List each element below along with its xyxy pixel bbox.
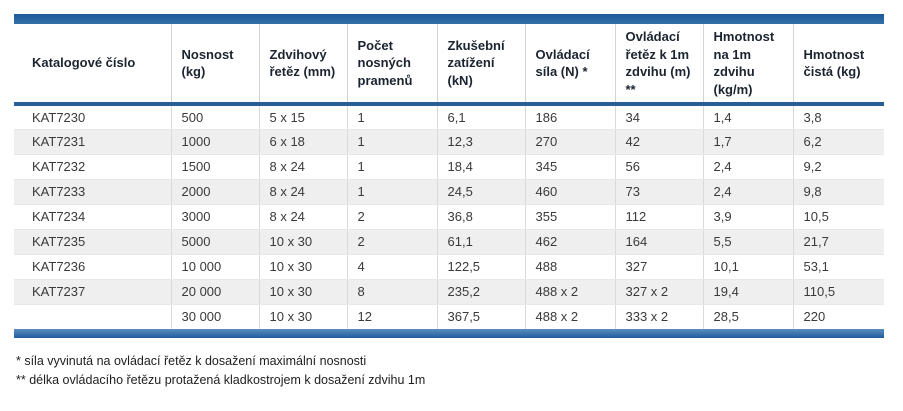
- footnote-2: ** délka ovládacího řetězu protažená kladkostrojem k dosažení zdvihu 1m: [16, 373, 426, 387]
- table-cell: 10 x 30: [259, 279, 347, 304]
- header-cell: Ovládací řetěz k 1m zdvihu (m) **: [615, 24, 703, 104]
- table-cell: 5000: [171, 229, 259, 254]
- table-cell: 488: [525, 254, 615, 279]
- table-cell: 8: [347, 279, 437, 304]
- header-row: [14, 24, 884, 104]
- table-row: [14, 179, 884, 204]
- table-cell: 2000: [171, 179, 259, 204]
- table-cell: 367,5: [437, 304, 525, 329]
- table-body: [14, 104, 884, 329]
- table-cell: KAT7230: [14, 104, 171, 129]
- table-cell: 5,5: [703, 229, 793, 254]
- table-cell: 122,5: [437, 254, 525, 279]
- spec-table: [14, 24, 884, 329]
- table-cell: 42: [615, 129, 703, 154]
- table-cell: 6,1: [437, 104, 525, 129]
- table-cell: 1: [347, 154, 437, 179]
- table-cell: 327: [615, 254, 703, 279]
- table-cell: 10,5: [793, 204, 884, 229]
- table-cell: 2: [347, 204, 437, 229]
- table-cell: 5 x 15: [259, 104, 347, 129]
- table-row: [14, 229, 884, 254]
- table-cell: KAT7232: [14, 154, 171, 179]
- table-cell: KAT7234: [14, 204, 171, 229]
- table-row: [14, 154, 884, 179]
- table-cell: 18,4: [437, 154, 525, 179]
- table-cell: KAT7233: [14, 179, 171, 204]
- table-cell: 270: [525, 129, 615, 154]
- table-cell: 21,7: [793, 229, 884, 254]
- table-cell: 460: [525, 179, 615, 204]
- header-cell: Hmotnost na 1m zdvihu (kg/m): [703, 24, 793, 104]
- table-cell: 3000: [171, 204, 259, 229]
- table-cell: 34: [615, 104, 703, 129]
- table-cell: 1: [347, 129, 437, 154]
- table-top-bar: [14, 14, 884, 24]
- table-row: [14, 304, 884, 329]
- table-cell: 30 000: [171, 304, 259, 329]
- table-cell: 8 x 24: [259, 154, 347, 179]
- table-cell: 488 x 2: [525, 279, 615, 304]
- table-cell: 53,1: [793, 254, 884, 279]
- table-cell: 8 x 24: [259, 204, 347, 229]
- table-cell: 10 000: [171, 254, 259, 279]
- table-cell: 333 x 2: [615, 304, 703, 329]
- table-row: [14, 104, 884, 129]
- table-cell: 12,3: [437, 129, 525, 154]
- table-cell: [14, 304, 171, 329]
- table-cell: 19,4: [703, 279, 793, 304]
- table-cell: 10 x 30: [259, 304, 347, 329]
- table-row: [14, 204, 884, 229]
- table-cell: 3,8: [793, 104, 884, 129]
- table-cell: 3,9: [703, 204, 793, 229]
- table-cell: 56: [615, 154, 703, 179]
- table-cell: KAT7231: [14, 129, 171, 154]
- table-cell: 73: [615, 179, 703, 204]
- table-row: [14, 254, 884, 279]
- table-bottom-bar: [14, 329, 884, 338]
- table-cell: 327 x 2: [615, 279, 703, 304]
- table-cell: 6,2: [793, 129, 884, 154]
- table-cell: 186: [525, 104, 615, 129]
- table-cell: 1500: [171, 154, 259, 179]
- table-cell: 10,1: [703, 254, 793, 279]
- table-cell: 6 x 18: [259, 129, 347, 154]
- table-cell: 28,5: [703, 304, 793, 329]
- header-cell: Katalogové číslo: [14, 24, 171, 104]
- header-cell: Ovládací síla (N) *: [525, 24, 615, 104]
- table-cell: 8 x 24: [259, 179, 347, 204]
- table-cell: 2,4: [703, 179, 793, 204]
- table-cell: KAT7236: [14, 254, 171, 279]
- header-cell: Nosnost (kg): [171, 24, 259, 104]
- header-cell: Hmotnost čistá (kg): [793, 24, 884, 104]
- table-row: [14, 129, 884, 154]
- table-cell: KAT7237: [14, 279, 171, 304]
- table-cell: 4: [347, 254, 437, 279]
- table-cell: 20 000: [171, 279, 259, 304]
- header-cell: Zdvihový řetěz (mm): [259, 24, 347, 104]
- table-cell: 1: [347, 104, 437, 129]
- table-cell: 10 x 30: [259, 254, 347, 279]
- table-cell: 1,7: [703, 129, 793, 154]
- table-cell: 2: [347, 229, 437, 254]
- table-cell: KAT7235: [14, 229, 171, 254]
- table-cell: 462: [525, 229, 615, 254]
- footnotes: [16, 352, 425, 390]
- table-row: [14, 279, 884, 304]
- table-cell: 355: [525, 204, 615, 229]
- header-cell: Zkušební zatížení (kN): [437, 24, 525, 104]
- table-cell: 164: [615, 229, 703, 254]
- table-cell: 9,8: [793, 179, 884, 204]
- table-cell: 1000: [171, 129, 259, 154]
- table-cell: 61,1: [437, 229, 525, 254]
- table-cell: 110,5: [793, 279, 884, 304]
- table-cell: 2,4: [703, 154, 793, 179]
- spec-table-card: [14, 14, 884, 338]
- table-cell: 220: [803, 309, 826, 325]
- header-cell: Počet nosných pramenů: [347, 24, 437, 104]
- table-cell: 500: [171, 104, 259, 129]
- table-cell: 345: [525, 154, 615, 179]
- table-cell: 36,8: [437, 204, 525, 229]
- table-cell: 1,4: [703, 104, 793, 129]
- footnote-1: * síla vyvinutá na ovládací řetěz k dosažení maximální nosnosti: [16, 354, 367, 368]
- table-cell: 9,2: [793, 154, 884, 179]
- table-header: [14, 24, 884, 104]
- table-cell: 112: [615, 204, 703, 229]
- table-cell: 1: [347, 179, 437, 204]
- table-cell: 488 x 2: [525, 304, 615, 329]
- table-cell: 24,5: [437, 179, 525, 204]
- table-cell: 10 x 30: [259, 229, 347, 254]
- table-cell: 12: [347, 304, 437, 329]
- table-cell: 235,2: [437, 279, 525, 304]
